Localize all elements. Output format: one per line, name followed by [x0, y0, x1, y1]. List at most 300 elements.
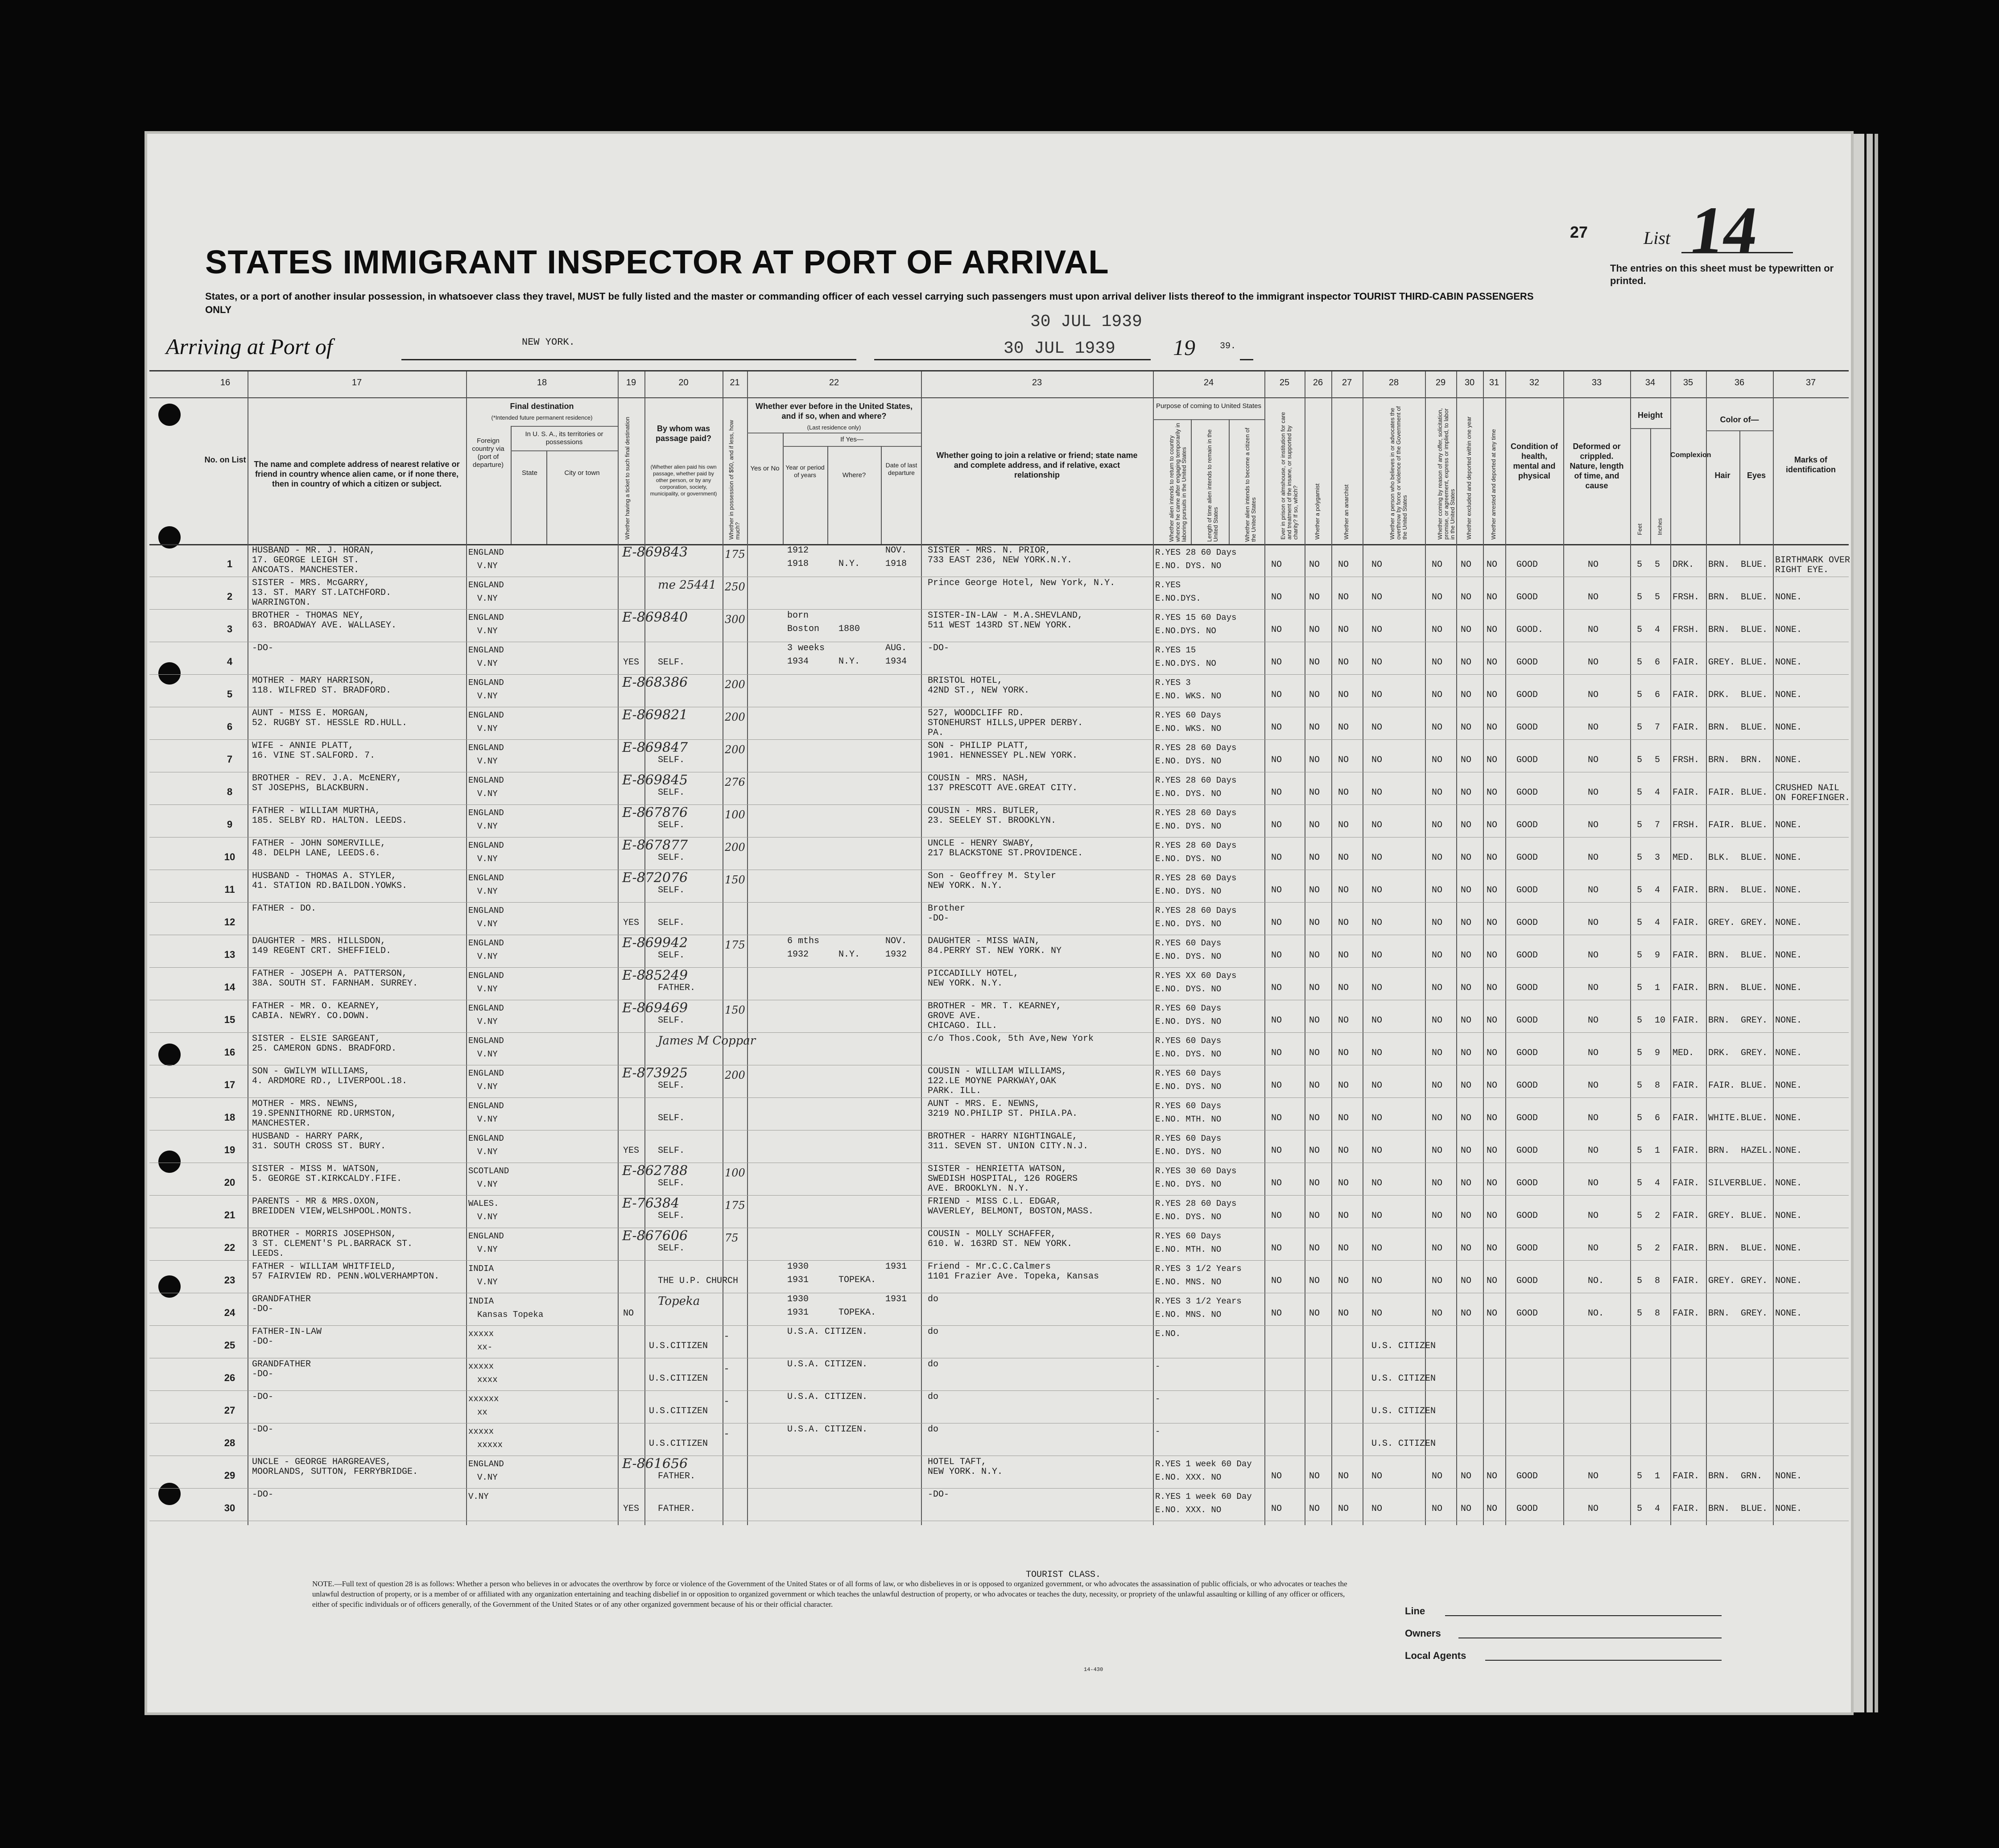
previous-us-visit: 1932 [787, 949, 809, 960]
table-row [149, 1293, 1849, 1326]
table-row [149, 739, 1849, 772]
passage-paid-by: SELF. [658, 918, 685, 928]
answer-c33: NO [1588, 592, 1599, 602]
previous-us-visit: 1880 [838, 624, 860, 634]
answer-c25: NO [1271, 885, 1282, 895]
money-amount: 200 [725, 678, 745, 691]
answer-c36e: GREY. [1741, 1015, 1768, 1026]
answer-c34i: 8 [1655, 1081, 1660, 1091]
ticket-number: E-862788 [622, 1163, 688, 1179]
answer-c28: NO [1371, 1146, 1383, 1156]
relative-address-line: ST JOSEPHS, BLACKBURN. [252, 783, 370, 793]
answer-c34i: 8 [1655, 1308, 1660, 1319]
answer-c28: NO [1371, 853, 1383, 863]
answer-c34i: 1 [1655, 983, 1660, 993]
joining-relative-line: PA. [928, 728, 944, 738]
row-number: 6 [227, 721, 233, 732]
answer-c25: NO [1271, 1504, 1282, 1514]
answer-c34f: 5 [1637, 950, 1643, 961]
final-destination: WALES. [468, 1199, 499, 1209]
joining-relative-line: SON - PHILIP PLATT, [928, 741, 1030, 751]
column-header: Height [1638, 411, 1663, 420]
answer-c26: NO [1309, 918, 1320, 928]
answer-c35: FAIR. [1673, 1243, 1700, 1254]
answer-c33: NO [1588, 625, 1599, 635]
final-destination: V.NY [477, 887, 498, 896]
final-destination: ENGLAND [468, 1068, 504, 1078]
identification-mark: NONE. [1775, 918, 1802, 928]
answer-c35: FAIR. [1673, 1178, 1700, 1188]
answer-c32: GOOD [1516, 1308, 1538, 1319]
passage-paid-by: SELF. [658, 1081, 685, 1091]
table-row [149, 1228, 1849, 1261]
answer-c26: NO [1309, 722, 1320, 733]
answer-c32: GOOD [1516, 722, 1538, 733]
column-divider [644, 371, 645, 397]
answer-c32: GOOD [1516, 560, 1538, 570]
answer-c32: GOOD [1516, 1178, 1538, 1188]
answer-c35: FAIR. [1673, 690, 1700, 700]
joining-relative-line: FRIEND - MISS C.L. EDGAR, [928, 1196, 1062, 1207]
final-destination: V.NY [477, 1147, 498, 1157]
answer-c26: NO [1309, 853, 1320, 863]
answer-c36h: BRN. [1708, 1308, 1730, 1319]
answer-c32: GOOD [1516, 983, 1538, 993]
relative-address-line: 63. BROADWAY AVE. WALLASEY. [252, 620, 397, 631]
answer-c28: U.S. CITIZEN [1371, 1439, 1436, 1449]
relative-address-line: HUSBAND - THOMAS A. STYLER, [252, 871, 397, 881]
purpose-of-visit: E.NO. DYS. NO [1155, 561, 1222, 571]
answer-c29: NO [1432, 1015, 1443, 1026]
row-number: 16 [224, 1047, 235, 1058]
answer-c28: NO [1371, 657, 1383, 668]
previous-us-visit: NOV. [885, 936, 907, 946]
form-code: 14-430 [1084, 1666, 1103, 1673]
joining-relative-line: BROTHER - MR. T. KEARNEY, [928, 1001, 1062, 1011]
answer-c29: NO [1432, 592, 1443, 602]
has-ticket: U.S.CITIZEN [649, 1439, 708, 1449]
money-amount: 276 [725, 776, 745, 788]
joining-relative-line: SISTER-IN-LAW - M.A.SHEVLAND, [928, 610, 1083, 621]
row-number: 20 [224, 1177, 235, 1188]
header-rule [546, 450, 547, 544]
header-rule [511, 426, 512, 544]
joining-relative-line: CHICAGO. ILL. [928, 1021, 998, 1031]
answer-c36e: GREY. [1741, 1308, 1768, 1319]
answer-c27: NO [1338, 820, 1349, 830]
answer-c31: NO [1487, 950, 1498, 961]
line-underline [1445, 1615, 1722, 1616]
purpose-of-visit: E.NO. DYS. NO [1155, 756, 1222, 766]
joining-relative-line: Brother [928, 903, 966, 914]
previous-us-visit: 1912 [787, 545, 809, 556]
answer-c31: NO [1487, 1081, 1498, 1091]
purpose-of-visit: E.NO. DYS. NO [1155, 1082, 1222, 1092]
answer-c31: NO [1487, 1048, 1498, 1058]
answer-c34i: 7 [1655, 820, 1660, 830]
joining-relative-line: BRISTOL HOTEL, [928, 676, 1003, 686]
passage-paid-by: SELF. [658, 788, 685, 798]
answer-c36h: GREY. [1708, 1276, 1735, 1286]
answer-c26: NO [1309, 820, 1320, 830]
joining-relative-line: do [928, 1359, 939, 1370]
joining-relative-line: DAUGHTER - MISS WAIN, [928, 936, 1041, 946]
final-destination: xx- [477, 1342, 493, 1352]
identification-mark: NONE. [1775, 983, 1802, 993]
joining-relative-line: 42ND ST., NEW YORK. [928, 685, 1030, 696]
money-amount: 200 [725, 711, 745, 723]
answer-c25: NO [1271, 983, 1282, 993]
relative-address-line: 185. SELBY RD. HALTON. LEEDS. [252, 816, 408, 826]
form-title: STATES IMMIGRANT INSPECTOR AT PORT OF ARRIVAL [205, 243, 1109, 280]
answer-c34f: 5 [1637, 1113, 1643, 1123]
table-row [149, 609, 1849, 642]
column-header-vertical: Whether a polygamist [1314, 483, 1321, 540]
answer-c30: NO [1461, 625, 1472, 635]
answer-c32: GOOD [1516, 755, 1538, 765]
purpose-of-visit: E.NO. DYS. NO [1155, 854, 1222, 864]
purpose-of-visit: E.NO. [1155, 1329, 1181, 1339]
ticket-number: E-869840 [622, 610, 688, 625]
purpose-of-visit: R.YES 28 60 Days [1155, 906, 1237, 916]
relative-address-line: FATHER - JOSEPH A. PATTERSON, [252, 969, 408, 979]
has-ticket: U.S.CITIZEN [649, 1406, 708, 1416]
joining-relative-line: AVE. BROOKLYN. N.Y. [928, 1184, 1030, 1194]
column-divider [921, 397, 922, 544]
column-header-vertical: Whether alien intends to return to country whence he came after engaging temporarily in laboring pursuits in the United States [1168, 423, 1187, 542]
answer-c33: NO [1588, 788, 1599, 798]
answer-c25: NO [1271, 1081, 1282, 1091]
purpose-of-visit: E.NO. WKS. NO [1155, 691, 1222, 701]
answer-c33: NO [1588, 1113, 1599, 1123]
answer-c36e: BLUE. [1741, 820, 1768, 830]
row-number: 15 [224, 1014, 235, 1025]
table-row [149, 1000, 1849, 1033]
joining-relative-line: -DO- [928, 1489, 950, 1500]
column-divider [1563, 371, 1564, 397]
final-destination: V.NY [477, 1017, 498, 1027]
answer-c29: NO [1432, 1048, 1443, 1058]
final-destination: xx [477, 1407, 487, 1417]
answer-c32: GOOD [1516, 788, 1538, 798]
final-destination: ENGLAND [468, 548, 504, 557]
answer-c27: NO [1338, 722, 1349, 733]
previous-us-visit: U.S.A. CITIZEN. [787, 1392, 868, 1402]
relative-address-line: MOTHER - MARY HARRISON, [252, 676, 376, 686]
answer-c29: NO [1432, 983, 1443, 993]
joining-relative-line: HOTEL TAFT, [928, 1457, 987, 1467]
row-number: 30 [224, 1502, 235, 1514]
purpose-of-visit: R.YES 15 60 Days [1155, 613, 1237, 623]
ticket-number: E-867877 [622, 837, 688, 853]
answer-c29: NO [1432, 625, 1443, 635]
final-destination: ENGLAND [468, 1459, 504, 1469]
relative-address-line: 48. DELPH LANE, LEEDS.6. [252, 848, 381, 858]
relative-address-line: FATHER - WILLIAM MURTHA, [252, 806, 381, 816]
answer-c27: NO [1338, 1178, 1349, 1188]
passage-paid-by: SELF. [658, 1243, 685, 1254]
final-destination: xxxxxx [468, 1394, 499, 1404]
answer-c36h: FAIR. [1708, 820, 1735, 830]
answer-c32: GOOD [1516, 1276, 1538, 1286]
column-header: If Yes— [840, 436, 863, 443]
money-amount: 100 [725, 1167, 745, 1179]
answer-c31: NO [1487, 1308, 1498, 1319]
purpose-of-visit: E.NO. DYS. NO [1155, 952, 1222, 961]
answer-c29: NO [1432, 755, 1443, 765]
column-divider [1264, 371, 1265, 397]
final-destination: V.NY [477, 1245, 498, 1254]
answer-c34f: 5 [1637, 1211, 1643, 1221]
tourist-class-label: TOURIST CLASS. [1026, 1570, 1101, 1580]
has-ticket: NO [623, 1308, 634, 1319]
final-destination: ENGLAND [468, 710, 504, 720]
joining-relative-line: 217 BLACKSTONE ST.PROVIDENCE. [928, 848, 1083, 858]
purpose-of-visit: R.YES 15 [1155, 645, 1196, 655]
joining-relative-line: 3219 NO.PHILIP ST. PHILA.PA. [928, 1109, 1078, 1119]
final-destination: ENGLAND [468, 873, 504, 883]
column-divider [1456, 397, 1457, 544]
identification-mark: NONE. [1775, 592, 1802, 602]
purpose-of-visit: R.YES 3 [1155, 678, 1191, 688]
answer-c26: NO [1309, 983, 1320, 993]
purpose-of-visit: E.NO. MNS. NO [1155, 1277, 1222, 1287]
answer-c33: NO [1588, 690, 1599, 700]
answer-c34i: 7 [1655, 722, 1660, 733]
answer-c31: NO [1487, 1504, 1498, 1514]
answer-c25: NO [1271, 722, 1282, 733]
column-divider [1505, 397, 1506, 544]
column-header: Date of last departure [885, 462, 917, 476]
answer-c31: NO [1487, 1113, 1498, 1123]
relative-address-line: 118. WILFRED ST. BRADFORD. [252, 685, 392, 696]
answer-c33: NO [1588, 1146, 1599, 1156]
answer-c28: U.S. CITIZEN [1371, 1406, 1436, 1416]
relative-address-line: MOTHER - MRS. NEWNS, [252, 1099, 359, 1109]
identification-mark: NONE. [1775, 1081, 1802, 1091]
row-number: 25 [224, 1340, 235, 1351]
identification-mark: CRUSHED NAIL [1775, 783, 1840, 793]
table-row [149, 804, 1849, 837]
ticket-number: E-869942 [622, 935, 688, 951]
purpose-of-visit: R.YES 3 1/2 Years [1155, 1296, 1242, 1306]
ticket-number: E-869847 [622, 740, 688, 755]
answer-c30: NO [1461, 1113, 1472, 1123]
answer-c36h: BRN. [1708, 983, 1730, 993]
row-number: 2 [227, 591, 233, 602]
table-row [149, 772, 1849, 805]
answer-c30: NO [1461, 1015, 1472, 1026]
answer-c30: NO [1461, 1276, 1472, 1286]
answer-c25: NO [1271, 1113, 1282, 1123]
relative-address-line: 5. GEORGE ST.KIRKCALDY.FIFE. [252, 1174, 402, 1184]
relative-address-line: 19.SPENNITHORNE RD.URMSTON, [252, 1109, 397, 1119]
answer-c27: NO [1338, 625, 1349, 635]
table-row [149, 902, 1849, 935]
answer-c34i: 2 [1655, 1243, 1660, 1254]
relative-address-line: 13. ST. MARY ST.LATCHFORD. [252, 588, 392, 598]
answer-c34i: 6 [1655, 657, 1660, 668]
answer-c35: FRSH. [1673, 820, 1700, 830]
answer-c32: GOOD [1516, 657, 1538, 668]
question-28-note: NOTE.—Full text of question 28 is as follows: Whether a person who believes in or advocates the overthrow by force or violence of the Government of the United States or of all forms of law, or who disbelieves in or is opposed to organized government, or who advocates the assassination of public officials, or who advocates or teaches the unlawful destruction of property, or is a member of or affiliated with any organization entertaining and teaching disbelief in or opposition to organized government or which teaches the unlawful destruction of property, or who advocates or teaches the duty, necessity, or propriety of the unlawful assaulting or killing of any officer or officers, either of specific individuals or of officers generally, of the Government of the United States or of any other organized government because of his or their official character. [312, 1580, 1347, 1609]
answer-c30: NO [1461, 1308, 1472, 1319]
relative-address-line: UNCLE - GEORGE HARGREAVES, [252, 1457, 392, 1467]
previous-us-visit: TOPEKA. [838, 1275, 876, 1285]
answer-c30: NO [1461, 592, 1472, 602]
relative-address-line: BROTHER - MORRIS JOSEPHSON, [252, 1229, 397, 1239]
answer-c30: NO [1461, 918, 1472, 928]
relative-address-line: SISTER - MRS. McGARRY, [252, 578, 370, 588]
purpose-of-visit: E.NO. XXX. NO [1155, 1473, 1222, 1482]
answer-c25: NO [1271, 755, 1282, 765]
answer-c31: NO [1487, 983, 1498, 993]
table-row [149, 967, 1849, 1000]
answer-c30: NO [1461, 1211, 1472, 1221]
passage-paid-by: FATHER. [658, 1504, 696, 1514]
identification-mark: NONE. [1775, 820, 1802, 830]
final-destination: ENGLAND [468, 1036, 504, 1046]
column-divider [1456, 371, 1457, 397]
row-number: 26 [224, 1372, 235, 1383]
relative-address-line: FATHER-IN-LAW [252, 1327, 322, 1337]
answer-c36e: BLUE. [1741, 1243, 1768, 1254]
identification-mark: NONE. [1775, 657, 1802, 668]
answer-c32: GOOD [1516, 1048, 1538, 1058]
table-row [149, 1195, 1849, 1228]
answer-c33: NO [1588, 1471, 1599, 1481]
table-row [149, 1097, 1849, 1130]
answer-c29: NO [1432, 560, 1443, 570]
answer-c31: NO [1487, 722, 1498, 733]
answer-c36h: BRN. [1708, 1243, 1730, 1254]
purpose-of-visit: E.NO. MTH. NO [1155, 1114, 1222, 1124]
answer-c27: NO [1338, 1276, 1349, 1286]
ticket-number: E-76384 [622, 1196, 680, 1211]
answer-c33: NO [1588, 1081, 1599, 1091]
column-divider [1331, 371, 1332, 397]
answer-c33: NO [1588, 1015, 1599, 1026]
joining-relative-line: 733 EAST 236, NEW YORK.N.Y. [928, 555, 1073, 565]
answer-c36e: GRN. [1741, 1471, 1763, 1481]
answer-c35: FAIR. [1673, 1308, 1700, 1319]
answer-c26: NO [1309, 1178, 1320, 1188]
passage-paid-by: Topeka [658, 1295, 700, 1308]
header-rule [1191, 419, 1192, 544]
answer-c36h: BRN. [1708, 592, 1730, 602]
answer-c29: NO [1432, 950, 1443, 961]
answer-c29: NO [1432, 1178, 1443, 1188]
relative-address-line: -DO- [252, 1424, 274, 1435]
answer-c34f: 5 [1637, 983, 1643, 993]
column-header-vertical: Inches [1656, 518, 1663, 535]
relative-address-line: FATHER - JOHN SOMERVILLE, [252, 838, 386, 849]
final-destination: V.NY [477, 821, 498, 831]
answer-c33: NO [1588, 1178, 1599, 1188]
column-number: 36 [1734, 378, 1745, 388]
answer-c32: GOOD [1516, 1211, 1538, 1221]
answer-c28: NO [1371, 1081, 1383, 1091]
answer-c28: NO [1371, 1276, 1383, 1286]
relative-address-line: -DO- [252, 1392, 274, 1402]
answer-c35: FAIR. [1673, 1113, 1700, 1123]
purpose-of-visit: E.NO. DYS. NO [1155, 1180, 1222, 1189]
relative-address-line: ANCOATS. MANCHESTER. [252, 565, 359, 575]
answer-c33: NO [1588, 918, 1599, 928]
previous-us-visit: Boston [787, 624, 820, 634]
row-number: 29 [224, 1470, 235, 1481]
answer-c27: NO [1338, 885, 1349, 895]
answer-c27: NO [1338, 1471, 1349, 1481]
header-rule [511, 426, 618, 427]
previous-us-visit: 3 weeks [787, 643, 825, 653]
column-header-vertical: Whether a person who believes in or advocates the overthrow by force or violence of the Government of the United States [1389, 406, 1408, 540]
answer-c36e: BLUE. [1741, 690, 1768, 700]
joining-relative-line: COUSIN - MOLLY SCHAFFER, [928, 1229, 1057, 1239]
column-divider [1483, 371, 1484, 397]
answer-c36e: BLUE. [1741, 560, 1768, 570]
has-ticket: YES [623, 918, 640, 928]
relative-address-line: 38A. SOUTH ST. FARNHAM. SURREY. [252, 978, 418, 989]
answer-c28: NO [1371, 1308, 1383, 1319]
table-row [149, 1358, 1849, 1391]
identification-mark: NONE. [1775, 1178, 1802, 1188]
arriving-label: Arriving at Port of [166, 334, 333, 359]
answer-c25: NO [1271, 1146, 1282, 1156]
ticket-number: E-885249 [622, 968, 688, 983]
answer-c26: NO [1309, 1471, 1320, 1481]
answer-c28: NO [1371, 690, 1383, 700]
identification-mark: RIGHT EYE. [1775, 565, 1829, 575]
header-rule [1650, 428, 1651, 544]
answer-c25: NO [1271, 1211, 1282, 1221]
answer-c27: NO [1338, 1243, 1349, 1254]
row-number: 13 [224, 949, 235, 960]
answer-c29: NO [1432, 1276, 1443, 1286]
answer-c35: FAIR. [1673, 1146, 1700, 1156]
passage-paid-by: James M Coppar [658, 1034, 756, 1048]
purpose-of-visit: E.NO. DYS. NO [1155, 919, 1222, 929]
final-destination: INDIA [468, 1296, 494, 1306]
purpose-of-visit: E.NO. DYS. NO [1155, 789, 1222, 799]
table-row [149, 1488, 1849, 1521]
answer-c28: NO [1371, 592, 1383, 602]
answer-c28: NO [1371, 1113, 1383, 1123]
table-row [149, 1130, 1849, 1163]
answer-c36h: BRN. [1708, 950, 1730, 961]
answer-c36e: GREY. [1741, 1276, 1768, 1286]
answer-c29: NO [1432, 690, 1443, 700]
column-header: Deformed or crippled. Nature, length of time, and cause [1569, 442, 1624, 490]
relative-address-line: 52. RUGBY ST. HESSLE RD.HULL. [252, 718, 408, 728]
answer-c36e: HAZEL. [1741, 1146, 1773, 1156]
row-number: 4 [227, 656, 233, 667]
answer-c34i: 3 [1655, 853, 1660, 863]
answer-c25: NO [1271, 853, 1282, 863]
relative-address-line: FATHER - DO. [252, 903, 317, 914]
answer-c34i: 1 [1655, 1146, 1660, 1156]
identification-mark: NONE. [1775, 1276, 1802, 1286]
joining-relative-line: NEW YORK. N.Y. [928, 881, 1003, 891]
previous-us-visit: N.Y. [838, 949, 860, 960]
column-number: 33 [1591, 378, 1602, 388]
final-destination: V.NY [468, 1492, 489, 1502]
answer-c34i: 6 [1655, 1113, 1660, 1123]
column-number: 23 [1032, 378, 1042, 388]
column-number: 21 [730, 378, 740, 388]
relative-address-line: 17. GEORGE LEIGH ST. [252, 555, 359, 565]
answer-c26: NO [1309, 560, 1320, 570]
